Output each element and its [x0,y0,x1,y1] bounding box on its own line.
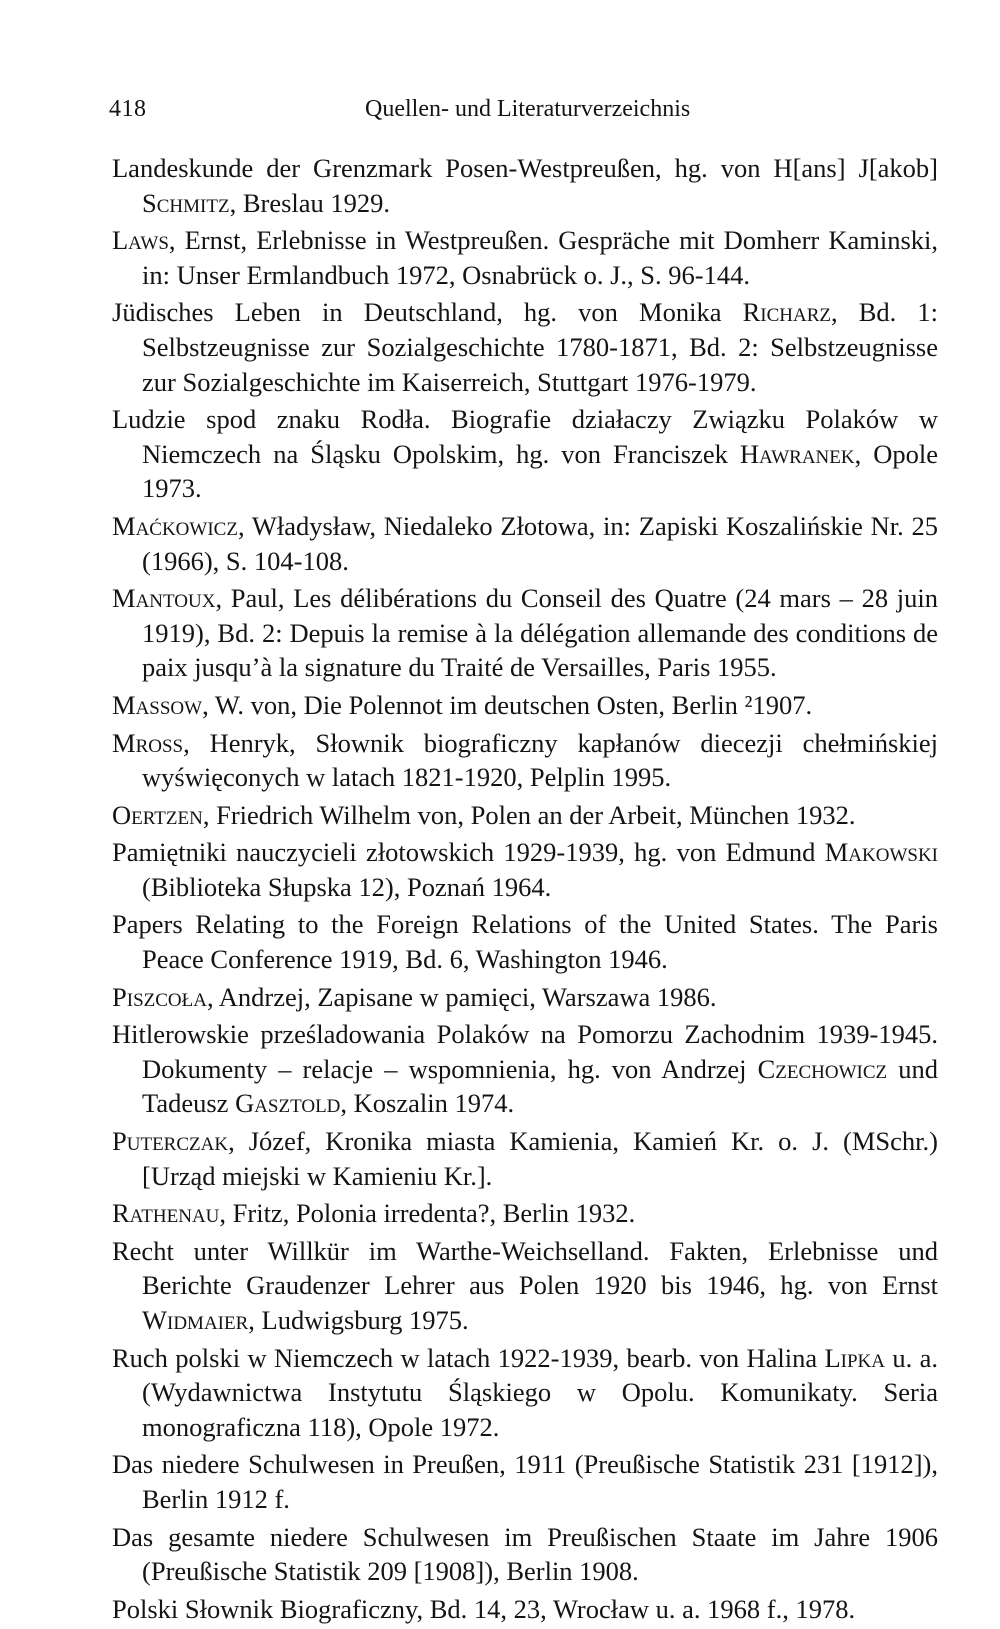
entry-text: , Józef, Kronika miasta Kamienia, Kamień Kr. o. J. (MSchr.) [Urząd miejski w Kamieniu Kr.]. [142,1126,938,1191]
author-name: Widmaier [142,1305,249,1335]
bibliography-entry [112,1592,938,1627]
author-name: Richarz [742,297,831,328]
page-number: 418 [109,96,147,122]
author-name: Rathenau [112,1198,220,1229]
bibliography-entry [112,1196,938,1231]
entry-text: Landeskunde der Grenzmark Posen-Westpreußen, hg. von H[ans] J[akob] [112,153,938,183]
author-name: Schmitz [142,187,230,218]
author-name: Mantoux [112,583,216,614]
bibliography-entry [112,1447,938,1516]
entry-text: Recht unter Willkür im Warthe-Weichselland. Fakten, Erlebnisse und Berichte Graudenzer Lehrer aus Polen 1920 bis 1946, hg. von Ernst [112,1235,938,1301]
running-title: Quellen- und Literaturverzeichnis [365,96,691,122]
bibliography-entry [112,151,938,220]
author-name: Puterczak [112,1126,229,1157]
author-name: Mross [112,727,184,758]
entry-text: Papers Relating to the Foreign Relations of the United States. The Paris Peace Conference 1919, Bd. 6, Washington 1946. [112,909,938,975]
bibliography-entry [112,726,938,795]
bibliography-entry [112,1520,938,1589]
entry-text: , Friedrich Wilhelm von, Polen an der Arbeit, München 1932. [202,799,856,830]
entry-text: Polski Słownik Biograficzny, Bd. 14, 23, Wrocław u. a. 1968 f., 1978. [112,1593,856,1624]
bibliography-entry [112,907,938,976]
bibliography-entry [112,223,938,292]
author-name: Piszcoła [112,981,207,1012]
bibliography-entry [112,688,938,723]
entry-text: Hitlerowskie prześladowania Polaków na Pomorzu Zachodnim 1939-1945. Dokumenty – relacje – wspomnienia, hg. von Andrzej [112,1019,938,1084]
entry-text: , Ludwigsburg 1975. [248,1305,469,1335]
entry-text: , Paul, Les délibérations du Conseil des Quatre (24 mars – 28 juin 1919), Bd. 2: Depuis la remise à la délégation allemande des conditions de paix jusqu’à la signature du Traité de Versailles, Paris 1955. [142,583,938,683]
entry-text: , Ernst, Erlebnisse in Westpreußen. Gespräche mit Domherr Kaminski, in: Unser Ermlandbuch 1972, Osnabrück o. J., S. 96-144. [142,225,938,290]
author-name: Oertzen [112,799,203,830]
author-name: Lipka [824,1342,885,1373]
bibliography-entry [112,835,938,904]
bibliography-entry [112,1017,938,1121]
entry-text: , Bd. 1: Selbstzeugnisse zur Sozialgeschichte 1780-1871, Bd. 2: Selbstzeugnisse zur Sozialgeschichte im Kaiserreich, Stuttgart 1976-1979. [142,297,938,397]
entry-text: , Koszalin 1974. [340,1088,515,1119]
bibliography-list [112,151,938,1629]
entry-text: (Biblioteka Słupska 12), Poznań 1964. [142,871,552,902]
entry-text: , Andrzej, Zapisane w pamięci, Warszawa 1986. [206,981,717,1012]
entry-text: Pamiętniki nauczycieli złotowskich 1929-1939, hg. von Edmund [112,837,825,868]
bibliography-entry [112,980,938,1015]
entry-text: , W. von, Die Polennot im deutschen Osten, Berlin ²1907. [202,689,813,720]
bibliography-entry [112,1341,938,1445]
entry-text: Jüdisches Leben in Deutschland, hg. von Monika [112,297,743,328]
entry-text: u. a. (Wydawnictwa Instytutu Śląskiego w Opolu. Komunikaty. Seria monograficzna 118), Opole 1972. [142,1342,939,1442]
author-name: Maćkowicz [112,510,238,541]
bibliography-entry [112,1234,938,1338]
bibliography-entry [112,402,938,506]
bibliography-entry [112,798,938,833]
author-name: Laws [112,225,169,256]
bibliography-entry [112,509,938,578]
author-name: Gasztold [235,1088,341,1119]
entry-text: Das niedere Schulwesen in Preußen, 1911 (Preußische Statistik 231 [1912]), Berlin 1912 f. [112,1449,938,1514]
bibliography-entry [112,1124,938,1193]
entry-text: , Opole 1973. [142,438,939,504]
author-name: Czechowicz [757,1053,888,1084]
entry-text: Das gesamte niedere Schulwesen im Preußischen Staate im Jahre 1906 (Preußische Statistik 209 [1908]), Berlin 1908. [112,1521,938,1587]
bibliography-entry [112,581,938,685]
bibliography-entry [112,295,938,399]
entry-text: Ludzie spod znaku Rodła. Biografie działaczy Związku Polaków w Niemczech na Śląsku Opolskim, hg. von Franciszek [112,404,938,469]
entry-text: , Fritz, Polonia irredenta?, Berlin 1932. [219,1198,636,1229]
entry-text: , Władysław, Niedaleko Złotowa, in: Zapiski Koszalińskie Nr. 25 (1966), S. 104-108. [142,510,938,576]
author-name: Makowski [824,837,938,868]
author-name: Hawranek [739,438,855,469]
author-name: Massow [112,689,203,720]
entry-text: Ruch polski w Niemczech w latach 1922-1939, bearb. von Halina [112,1342,825,1373]
entry-text: , Breslau 1929. [229,187,391,218]
entry-text: , Henryk, Słownik biograficzny kapłanów diecezji chełmińskiej wyświęconych w latach 1821-1920, Pelplin 1995. [142,727,938,793]
entry-text: und Tadeusz [142,1053,939,1119]
